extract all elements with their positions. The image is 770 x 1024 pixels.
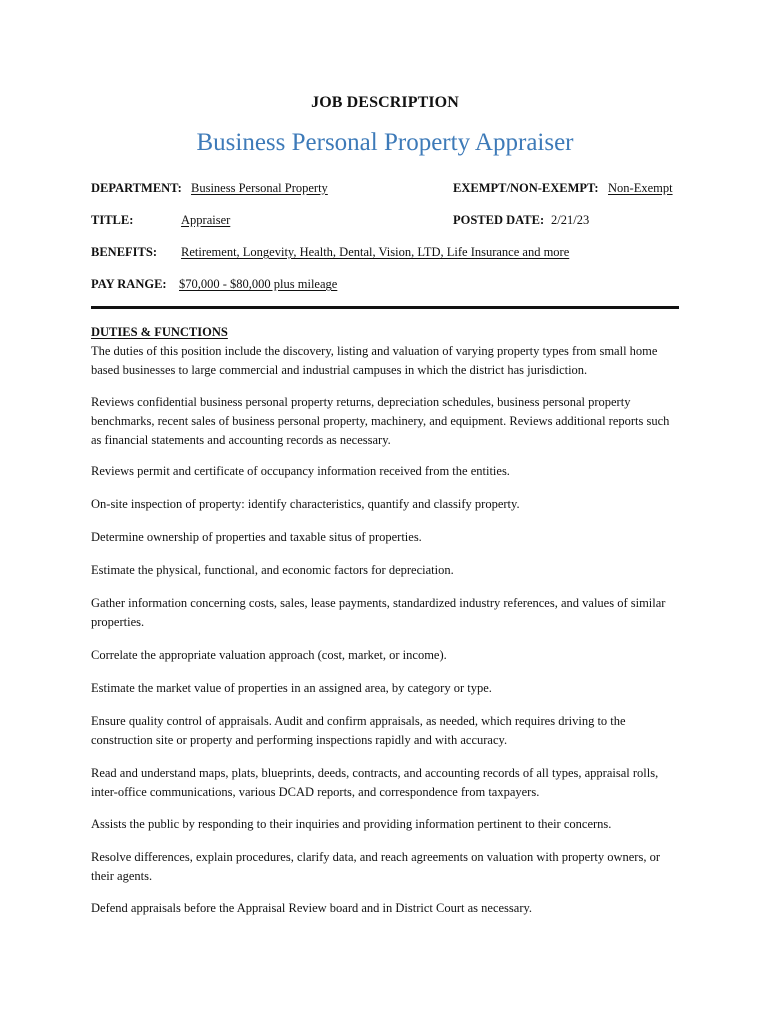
- duty-paragraph: Ensure quality control of appraisals. Audit and confirm appraisals, as needed, which requires driving to the construction site or property and performing inspections rapidly and with accuracy.: [91, 714, 626, 747]
- duty-paragraph: Assists the public by responding to their inquiries and providing information pertinent to their concerns.: [91, 817, 612, 831]
- document-heading: JOB DESCRIPTION: [311, 94, 459, 111]
- department-label: DEPARTMENT:: [91, 181, 182, 195]
- duty-paragraph: On-site inspection of property: identify characteristics, quantify and classify property.: [91, 497, 520, 511]
- benefits-label: BENEFITS:: [91, 245, 157, 259]
- pay-range-value: $70,000 - $80,000 plus mileage: [179, 277, 338, 291]
- duty-paragraph: Estimate the physical, functional, and economic factors for depreciation.: [91, 563, 454, 577]
- posted-date-value: 2/21/23: [551, 213, 590, 227]
- duty-paragraph: Resolve differences, explain procedures, clarify data, and reach agreements on valuation with property owners, or their agents.: [91, 850, 660, 883]
- duty-paragraph: Read and understand maps, plats, blueprints, deeds, contracts, and accounting records of all types, appraisal rolls, inter-office communications, various DCAD reports, and correspondence from taxpayers.: [91, 766, 659, 799]
- posted-date-label: POSTED DATE:: [453, 213, 545, 227]
- duty-paragraph: Correlate the appropriate valuation approach (cost, market, or income).: [91, 648, 447, 662]
- duty-paragraph: Reviews permit and certificate of occupancy information received from the entities.: [91, 464, 510, 478]
- duty-paragraph: Gather information concerning costs, sales, lease payments, standardized industry references, and values of similar properties.: [91, 596, 666, 629]
- job-title-heading: Business Personal Property Appraiser: [196, 129, 574, 156]
- title-label: TITLE:: [91, 213, 134, 227]
- duty-paragraph: Defend appraisals before the Appraisal Review board and in District Court as necessary.: [91, 901, 533, 915]
- duty-paragraph: The duties of this position include the discovery, listing and valuation of varying property types from small home based businesses to large commercial and industrial campuses in which the district has jurisdiction.: [91, 344, 658, 377]
- exempt-label: EXEMPT/NON-EXEMPT:: [453, 181, 599, 195]
- department-value: Business Personal Property: [191, 181, 328, 195]
- section-divider: [91, 306, 679, 309]
- benefits-value: Retirement, Longevity, Health, Dental, Vision, LTD, Life Insurance and more: [181, 245, 570, 259]
- duty-paragraph: Determine ownership of properties and taxable situs of properties.: [91, 530, 422, 544]
- pay-range-label: PAY RANGE:: [91, 277, 167, 291]
- title-value: Appraiser: [181, 213, 231, 227]
- exempt-value: Non-Exempt: [608, 181, 673, 195]
- duty-paragraph: Reviews confidential business personal property returns, depreciation schedules, business personal property benchmarks, recent sales of business personal property, machinery, and equipment. Reviews additional reports such as financial statements and accounting records as necessary.: [91, 395, 670, 447]
- duty-paragraph: Estimate the market value of properties in an assigned area, by category or type.: [91, 681, 492, 695]
- duties-heading: DUTIES & FUNCTIONS: [91, 325, 228, 339]
